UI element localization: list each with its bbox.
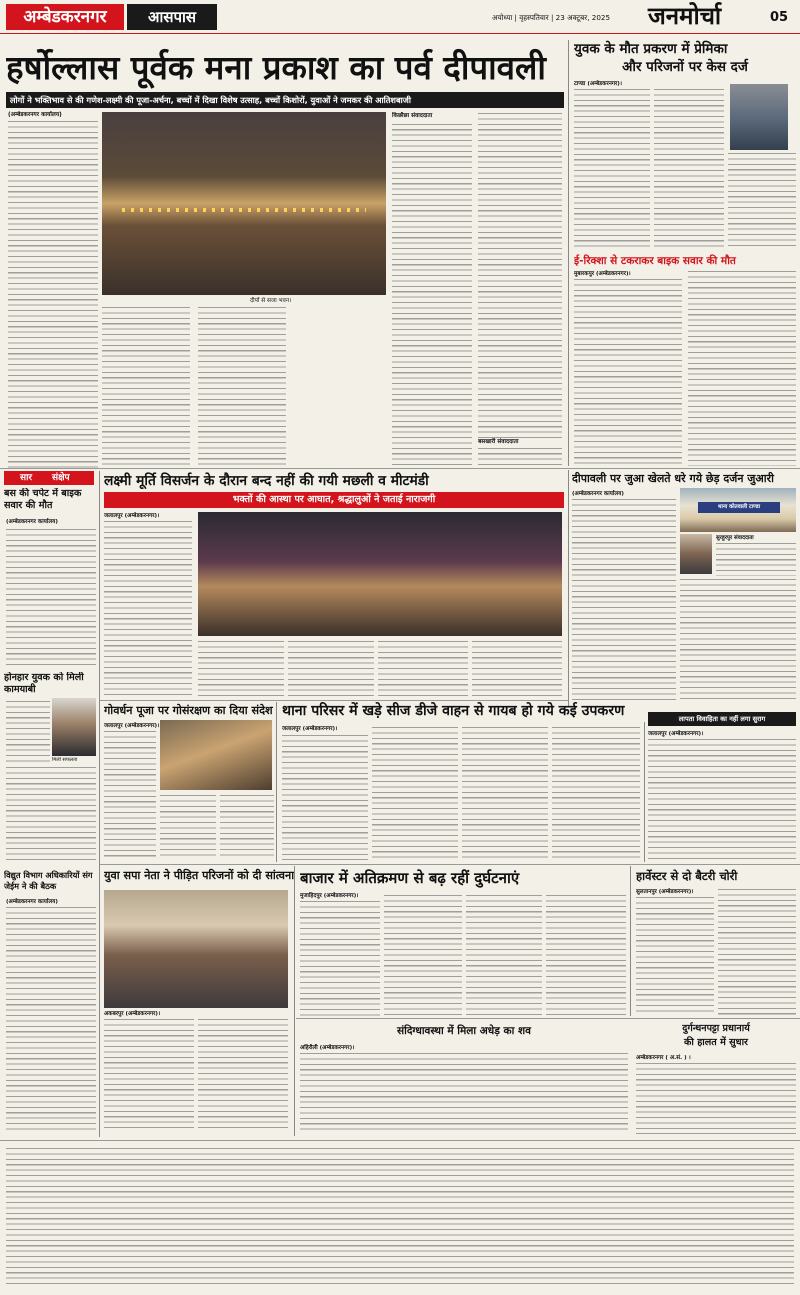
dj-body-col2 (372, 726, 458, 860)
govardhan-body-col2 (160, 794, 216, 860)
premika-body-col1 (574, 88, 650, 248)
govardhan-photo (160, 720, 272, 790)
harvester-byline: सुलतानपुर (अम्बेडकरनगर)। (636, 889, 694, 895)
sidebar-label (4, 471, 94, 485)
lead-dateline-baskhari: बसखारी संवाददाता (478, 438, 562, 447)
lead-photo (102, 112, 386, 295)
sidebar-s2-body-b (6, 766, 96, 862)
section-label-ambedkarnagar: अम्बेडकरनगर (6, 4, 124, 30)
sapa-headline: युवा सपा नेता ने पीड़ित परिजनों को दी सांत्वना (104, 869, 295, 882)
lead-body-col6 (478, 112, 562, 466)
footer-strip (0, 1141, 800, 1295)
murti-body-col4 (378, 640, 468, 698)
premika-portrait (730, 84, 788, 150)
premika-body-col3 (728, 152, 796, 248)
murti-body-col1 (104, 520, 192, 698)
juaa-body-col3 (680, 578, 796, 702)
newspaper-logo: जनमोर्चा (648, 2, 722, 30)
murti-subhead: भक्तों की आस्था पर आघात, श्रद्धालुओं ने जताई नाराजगी (232, 494, 436, 505)
sidebar-s3-headline: विद्युत विभाग अधिकारियों संग जेईम ने की बैठक (4, 870, 93, 891)
sidebar-s2-body-a (6, 700, 50, 764)
lead-headline: हर्षोल्लास पूर्वक मना प्रकाश का पर्व दीपावली (6, 48, 546, 87)
premika-headline-2: और परिजनों पर केस दर्ज (622, 59, 748, 75)
bike-byline: मुबारकपुर (अम्बेडकरनगर)। (574, 271, 631, 277)
bazaar-body-col1 (300, 900, 380, 1016)
lead-subhead-bar (6, 92, 564, 108)
pradhan-byline: अम्बेडकरनगर ( अ.सं. ) । (636, 1055, 691, 1061)
juaa-dateline: सुरहुरपुर संवाददाता (716, 535, 754, 541)
bazaar-body-col2 (384, 894, 462, 1016)
lead-body-col5 (392, 112, 472, 466)
lead-subhead: लोगों ने भक्तिभाव से की गणेश-लक्ष्मी की पूजा-अर्चना, बच्चों में दिखा विशेष उत्साह, बच्चों किशोरों, युवाओं ने जमकर की आतिशबाजी (10, 95, 411, 105)
premika-byline: टाण्डा (अम्बेडकरनगर)। (574, 81, 622, 87)
sapa-photo (104, 890, 288, 1008)
dj-body-col4 (552, 726, 640, 860)
bike-headline: ई-रिक्शा से टकराकर बाइक सवार की मौत (574, 255, 736, 267)
pradhan-headline-2: की हालत में सुधार (684, 1037, 748, 1048)
govardhan-byline: जलालपुर (अम्बेडकरनगर)। (104, 723, 160, 729)
sidebar-s1-headline: बस की चपेट में बाइक सवार की मौत (4, 488, 82, 511)
lapata-headline-bar (648, 712, 796, 726)
murti-body-col5 (472, 640, 562, 698)
lapata-body (648, 738, 796, 860)
bike-body-col1 (574, 278, 682, 466)
bike-body-col2 (688, 270, 796, 466)
sidebar-label-saar: सार (20, 473, 33, 483)
sidebar-s2-caption: मिली सफलता (52, 757, 78, 763)
murti-body-col2 (198, 640, 284, 698)
murti-body-col3 (288, 640, 374, 698)
harvester-body-col1 (636, 896, 714, 1016)
premika-body-col2 (654, 88, 724, 248)
dj-body-col3 (462, 726, 548, 860)
harvester-headline: हार्वेस्टर से दो बैटरी चोरी (636, 869, 738, 883)
bazaar-body-col4 (546, 894, 626, 1016)
juaa-body-col1 (572, 498, 676, 700)
date-line: अयोध्या | वृहस्पतिवार | 23 अक्टूबर, 2025 (492, 13, 611, 22)
lead-body-col1 (8, 120, 98, 470)
sidebar-s2-portrait (52, 698, 96, 756)
shav-byline: अहिरौली (अम्बेडकरनगर)। (300, 1045, 355, 1051)
murti-headline: लक्ष्मी मूर्ति विसर्जन के दौरान बन्द नहीं की गयी मछली व मीटमंडी (104, 473, 429, 489)
sapa-body-col3 (198, 1018, 288, 1132)
harvester-body-col2 (718, 888, 796, 1016)
masthead (0, 0, 800, 34)
govardhan-headline: गोवर्धन पूजा पर गोसंरक्षण का दिया संदेश (104, 704, 273, 717)
shav-headline: संदिग्धावस्था में मिला अधेड़ का शव (397, 1025, 531, 1037)
bazaar-headline: बाजार में अतिक्रमण से बढ़ रहीं दुर्घटनाएं (300, 869, 520, 887)
sidebar-s1-body (6, 528, 96, 666)
shav-body (300, 1052, 628, 1132)
lead-dateline-kichhaucha: किछौछा संवाददाता (392, 112, 472, 121)
lead-byline: (अम्बेडकरनगर कार्यालय) (8, 112, 62, 118)
diya-lights (122, 208, 366, 212)
sapa-caption: अकबरपुर (अम्बेडकरनगर)। (104, 1011, 161, 1017)
govardhan-body-col3 (220, 794, 274, 860)
murti-byline: जलालपुर (अम्बेडकरनगर)। (104, 513, 160, 519)
murti-subhead-bar (104, 492, 564, 508)
juaa-photo-sign: थाना कोतवाली टाण्डा (698, 502, 780, 513)
sidebar-s2-headline: होनहार युवक को मिली कामयाबी (4, 672, 84, 695)
juaa-photo (680, 488, 796, 532)
sidebar-s1-byline: (अम्बेडकरनगर कार्यालय) (6, 519, 58, 525)
dj-body-col1 (282, 734, 368, 860)
govardhan-body-col1 (104, 730, 156, 860)
sidebar-s3-body (6, 906, 96, 1132)
lapata-headline: लापता विवाहिता का नहीं लगा सुराग (678, 715, 766, 723)
pradhan-headline-1: दुर्गन्धनपट्टा प्रधानार्य (682, 1023, 750, 1034)
lead-photo-caption: दीपों से सजा भवन। (250, 298, 292, 304)
juaa-body-col2 (716, 542, 796, 576)
lead-body-col3 (198, 306, 286, 466)
sidebar-label-sankshep: संक्षेप (52, 473, 70, 483)
sapa-body-col2 (104, 1018, 194, 1132)
juaa-byline: (अम्बेडकरनगर कार्यालय) (572, 491, 624, 497)
footer-body (6, 1147, 794, 1287)
juaa-headline: दीपावली पर जुआ खेलते धरे गये छेड़ दर्जन जुआरी (572, 472, 775, 485)
murti-photo (198, 512, 562, 636)
sidebar-s3-byline: (अम्बेडकरनगर कार्यालय) (6, 899, 58, 905)
section-label-aaspaas: आसपास (127, 4, 217, 30)
pradhan-body (636, 1062, 796, 1134)
page-number: 05 (770, 10, 789, 25)
lapata-byline: जलालपुर (अम्बेडकरनगर)। (648, 731, 704, 737)
bazaar-body-col3 (466, 894, 542, 1016)
premika-headline-1: युवक के मौत प्रकरण में प्रेमिका (574, 41, 728, 57)
dj-headline: थाना परिसर में खड़े सीज डीजे वाहन से गायब हो गये कई उपकरण (282, 703, 625, 719)
lead-body-col2 (102, 306, 190, 466)
dj-byline: जलालपुर (अम्बेडकरनगर)। (282, 726, 338, 732)
juaa-portrait (680, 534, 712, 574)
bazaar-byline: मुजाहिदपुर (अम्बेडकरनगर)। (300, 893, 359, 899)
